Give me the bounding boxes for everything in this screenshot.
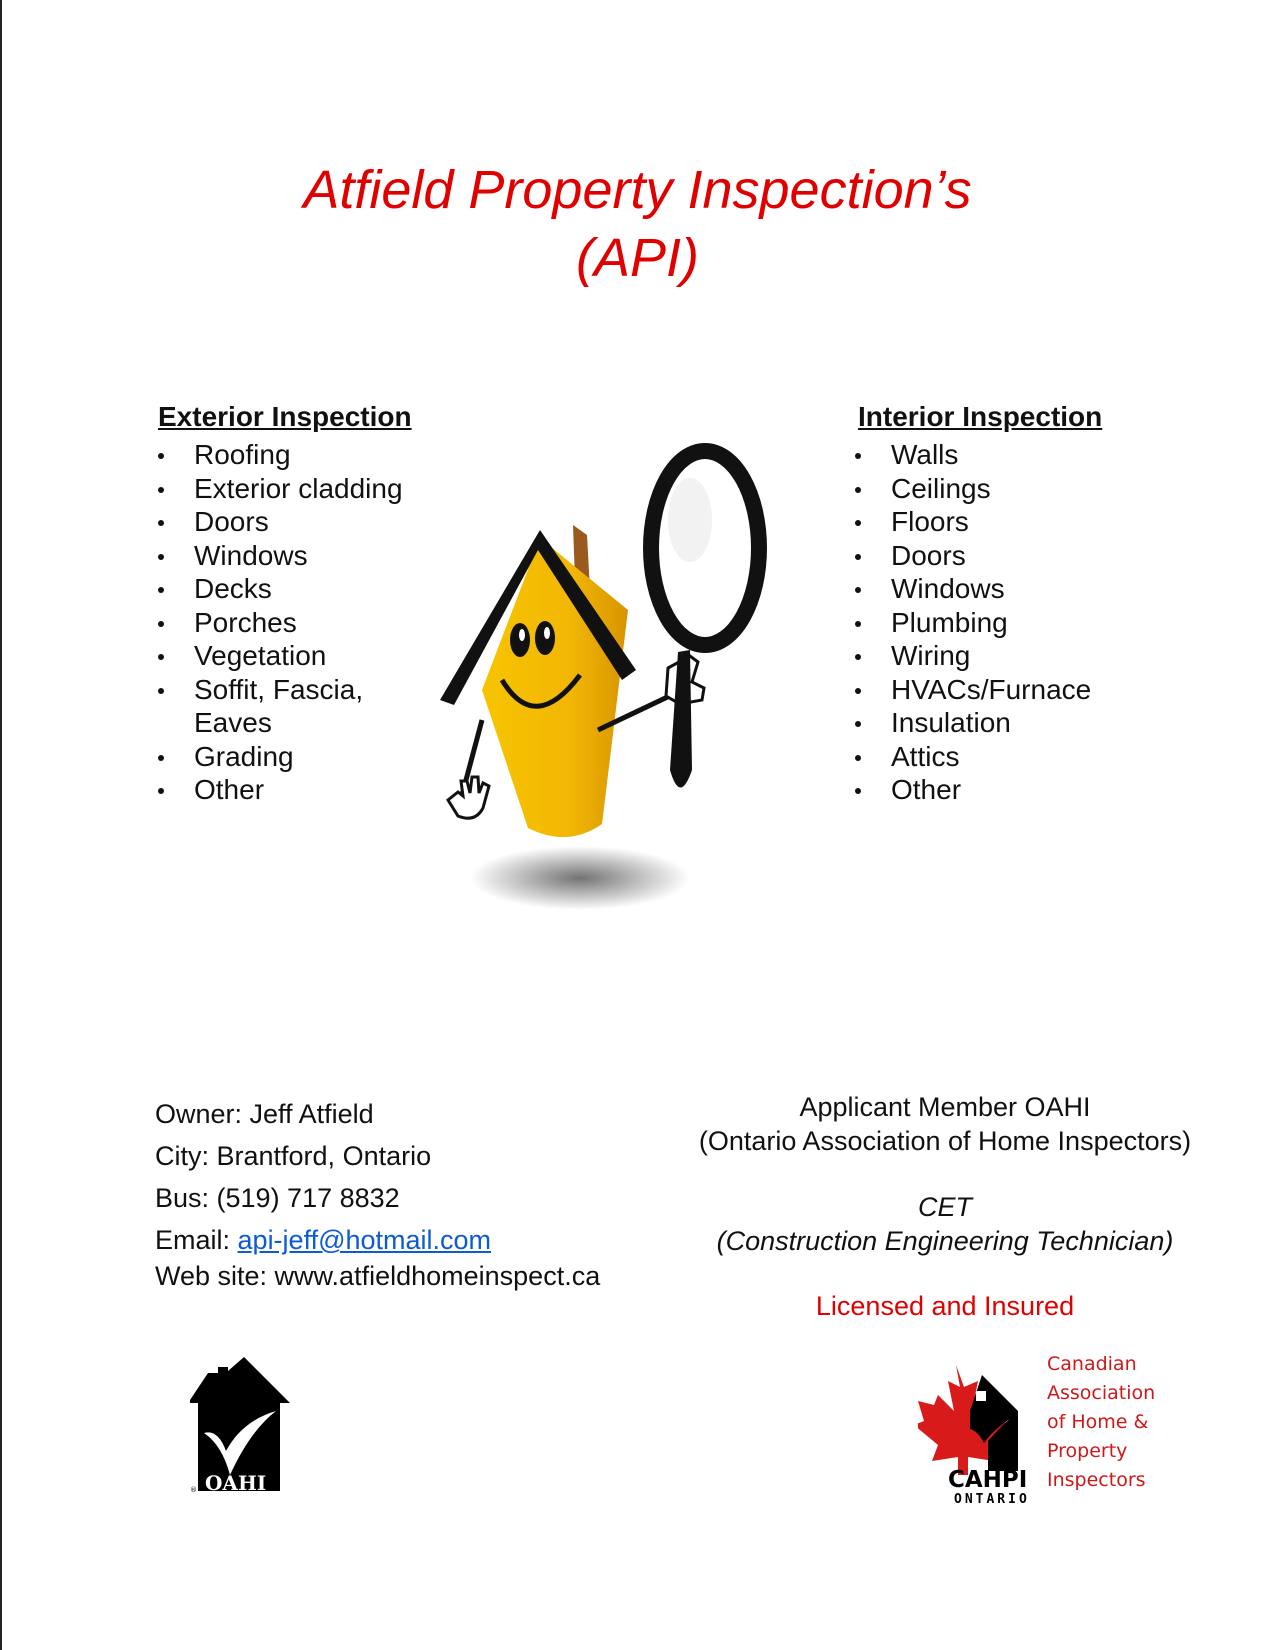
website-text: Web site: www.atfieldhomeinspect.ca	[155, 1261, 601, 1291]
house-mascot-icon	[440, 430, 820, 930]
list-item: Roofing	[158, 438, 418, 472]
list-item: Ceilings	[855, 472, 1155, 506]
cahpi-line: Association	[1047, 1382, 1156, 1404]
list-item: Porches	[158, 606, 418, 640]
oahi-logo-text: OAHI	[205, 1471, 267, 1495]
cahpi-logo-icon	[918, 1345, 1048, 1505]
list-item: Plumbing	[855, 606, 1155, 640]
oahi-logo-icon	[190, 1355, 290, 1495]
exterior-heading: Exterior Inspection	[158, 401, 412, 432]
membership-title: Applicant Member OAHI	[799, 1092, 1091, 1122]
list-item: HVACs/Furnace	[855, 673, 1155, 707]
list-item: Doors	[158, 505, 418, 539]
list-item: Decks	[158, 572, 418, 606]
phone-text: Bus: (519) 717 8832	[155, 1183, 400, 1213]
list-item: Soffit, Fascia, Eaves	[158, 673, 418, 740]
interior-list	[855, 438, 1155, 807]
list-item: Other	[855, 773, 1155, 807]
list-item: Wiring	[855, 639, 1155, 673]
cet-description: (Construction Engineering Technician)	[716, 1226, 1174, 1256]
list-item: Grading	[158, 740, 418, 774]
list-item: Floors	[855, 505, 1155, 539]
interior-heading: Interior Inspection	[858, 401, 1103, 432]
cahpi-line: of Home &	[1047, 1411, 1149, 1433]
membership-block	[660, 1090, 1230, 1158]
list-item: Walls	[855, 438, 1155, 472]
email-link[interactable]: api-jeff@hotmail.com	[237, 1225, 492, 1255]
exterior-list	[158, 438, 418, 807]
contact-block	[155, 1096, 600, 1300]
licensed-text: Licensed and Insured	[815, 1291, 1075, 1321]
membership-org: (Ontario Association of Home Inspectors)	[698, 1126, 1192, 1156]
cet-block	[660, 1190, 1230, 1258]
cahpi-region-text: ONTARIO	[954, 1492, 1030, 1505]
list-item: Windows	[158, 539, 418, 573]
list-item: Other	[158, 773, 418, 807]
cet-title: CET	[918, 1192, 972, 1222]
list-item: Doors	[855, 539, 1155, 573]
list-item: Windows	[855, 572, 1155, 606]
page-subtitle: (API)	[575, 228, 699, 288]
city-text: City: Brantford, Ontario	[155, 1141, 432, 1171]
list-item: Insulation	[855, 706, 1155, 740]
list-item: Exterior cladding	[158, 472, 418, 506]
list-item: Attics	[855, 740, 1155, 774]
email-label: Email:	[155, 1225, 238, 1255]
svg-text:®: ®	[190, 1486, 197, 1494]
cahpi-line: Inspectors	[1047, 1469, 1146, 1491]
cahpi-line: Property	[1047, 1440, 1128, 1462]
page-title: Atfield Property Inspection’s	[303, 160, 972, 220]
cahpi-line: Canadian	[1047, 1353, 1137, 1375]
cahpi-name	[1047, 1350, 1155, 1495]
owner-text: Owner: Jeff Atfield	[155, 1099, 374, 1129]
cahpi-logo-text: CAHPI	[948, 1467, 1028, 1493]
list-item: Vegetation	[158, 639, 418, 673]
